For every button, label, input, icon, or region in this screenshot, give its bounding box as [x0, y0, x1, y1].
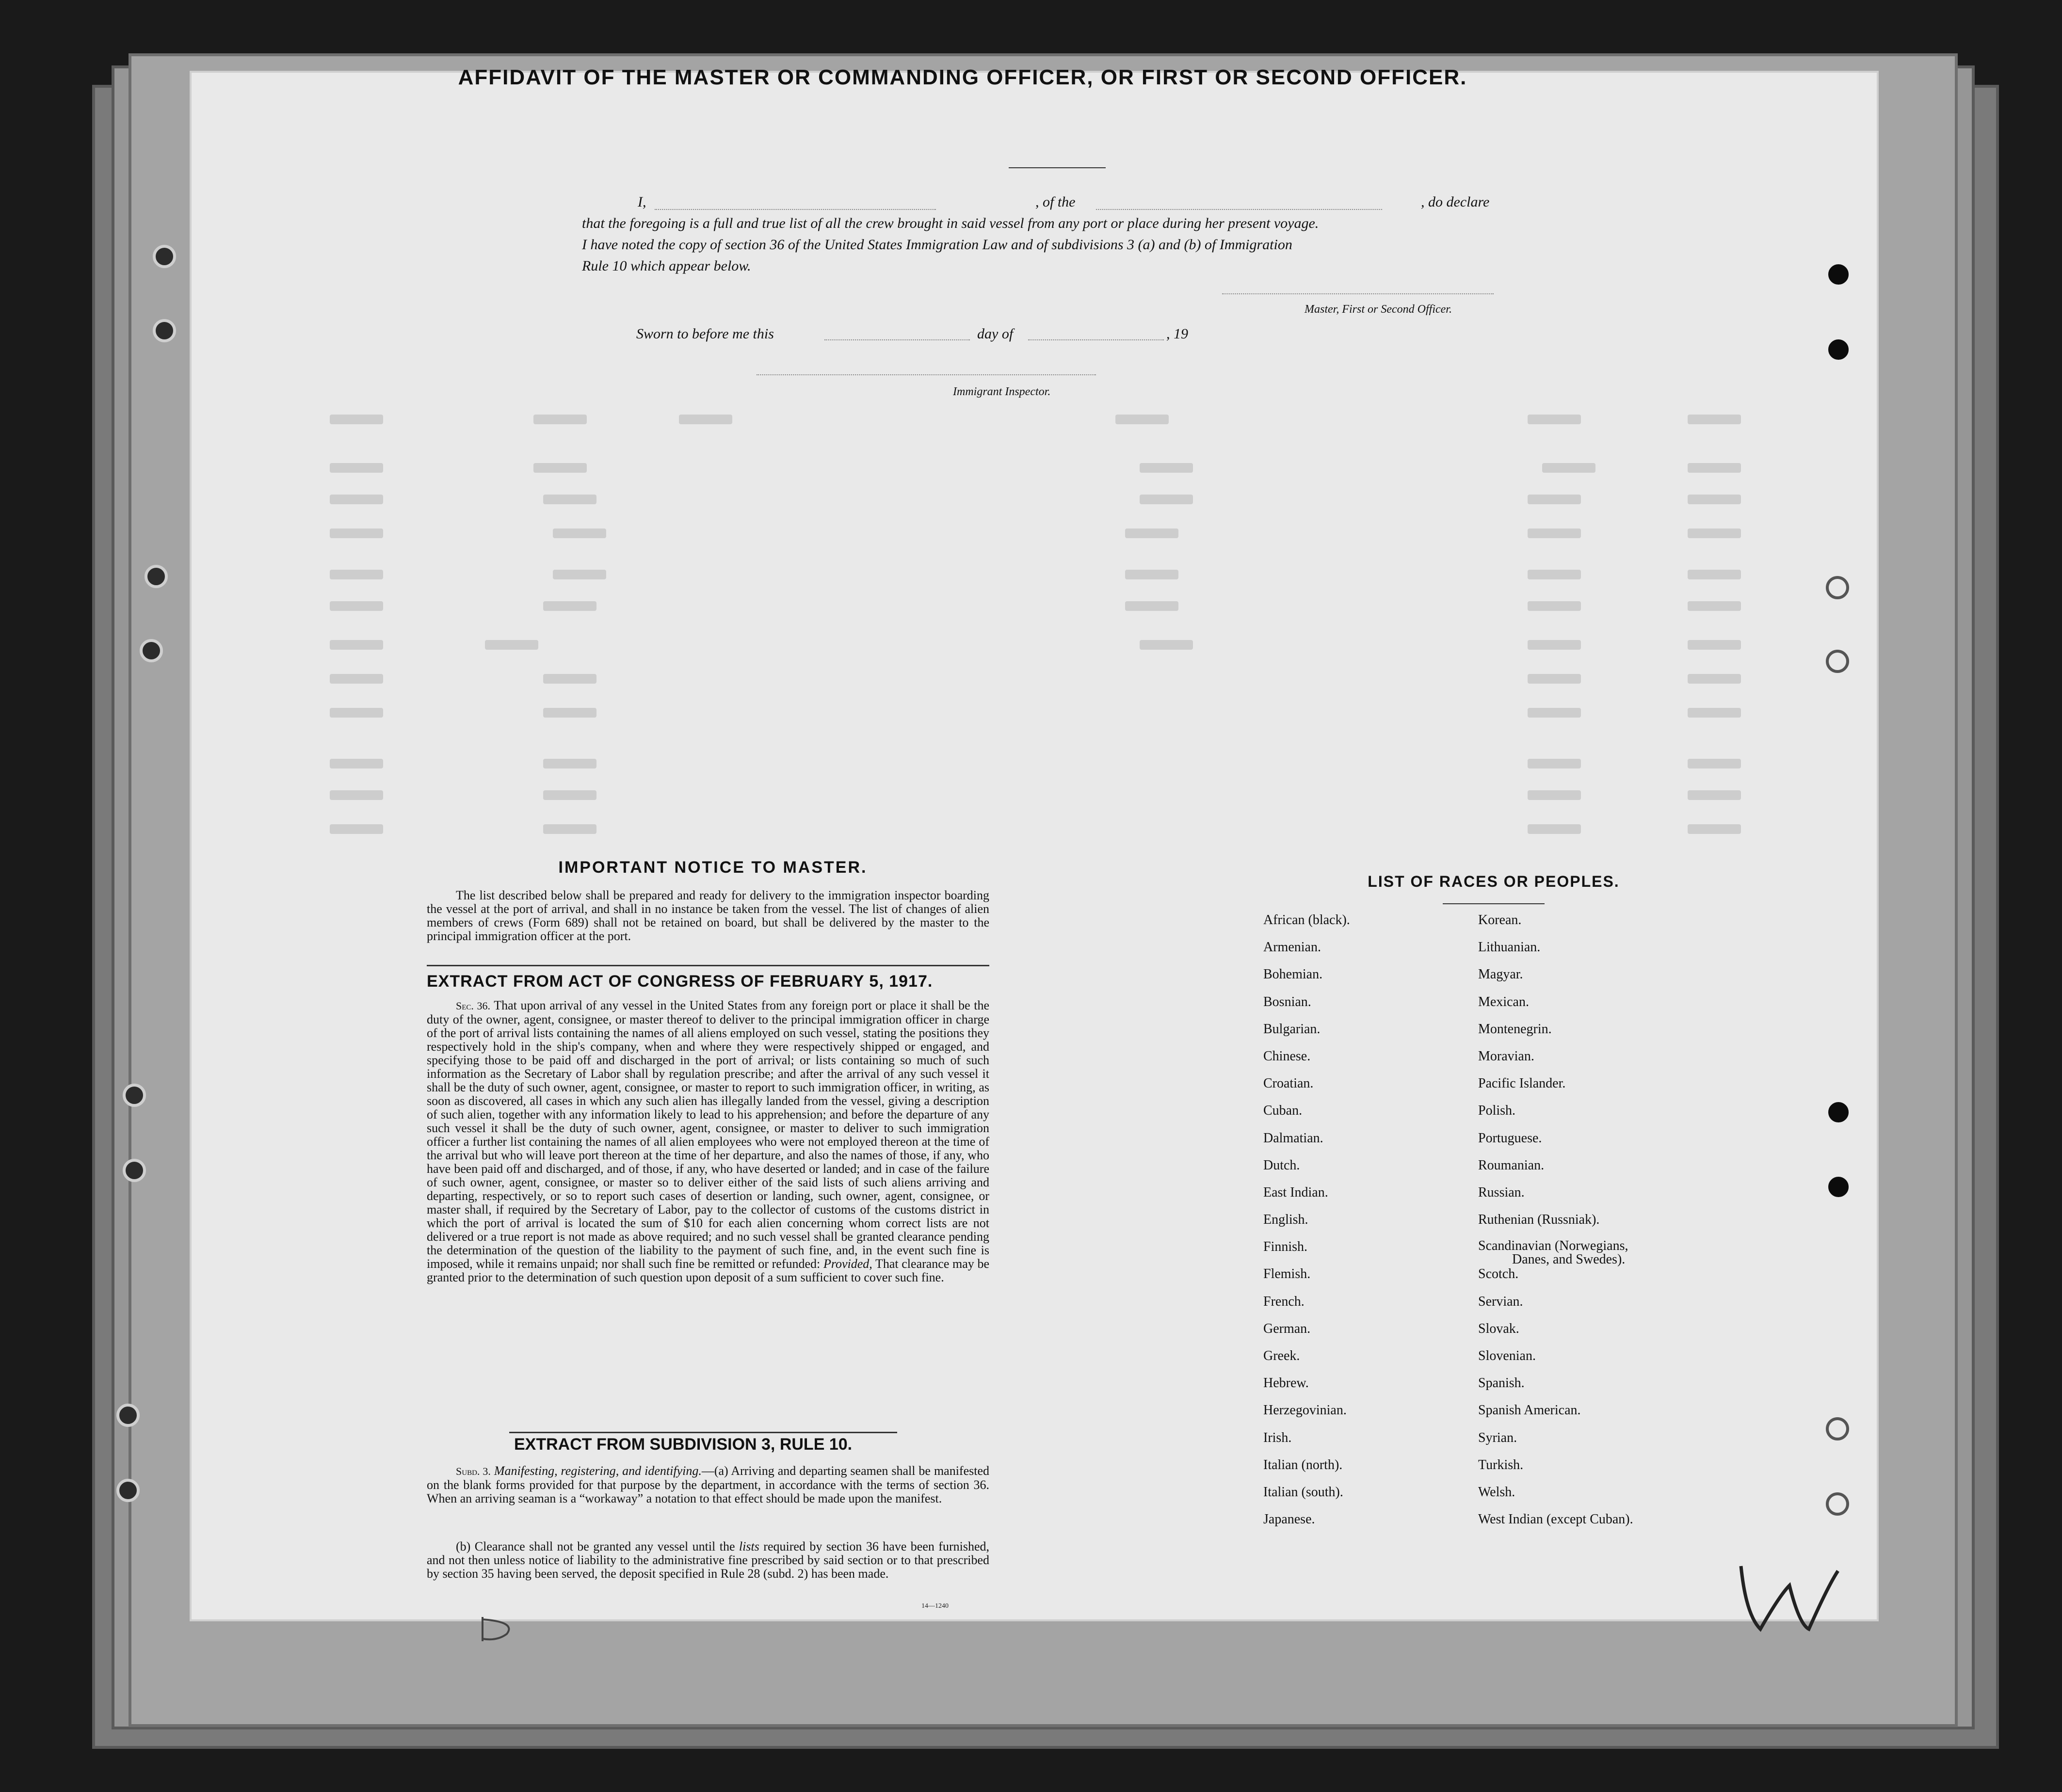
punch-hole	[1828, 339, 1849, 360]
affidavit-title: AFFIDAVIT OF THE MASTER OR COMMANDING OFFICER, OR FIRST OR SECOND OFFICER.	[458, 65, 1467, 89]
race-item: Spanish American.	[1478, 1403, 1581, 1418]
vessel-field[interactable]	[1096, 209, 1382, 210]
race-item: Lithuanian.	[1478, 940, 1541, 955]
race-item: Slovenian.	[1478, 1348, 1536, 1363]
race-item: Montenegrin.	[1478, 1021, 1552, 1037]
race-item: German.	[1263, 1321, 1311, 1336]
race-item: Ruthenian (Russniak).	[1478, 1212, 1600, 1228]
punch-hole	[1826, 1417, 1849, 1440]
races-underline	[1443, 903, 1545, 904]
race-item: Portuguese.	[1478, 1130, 1542, 1146]
section-rule	[509, 1432, 897, 1433]
race-item: Servian.	[1478, 1294, 1523, 1309]
rule-text-b	[427, 1540, 989, 1581]
race-item: English.	[1263, 1212, 1308, 1228]
race-item: Italian (north).	[1263, 1457, 1343, 1472]
officer-signature-field[interactable]	[1222, 293, 1494, 294]
sec-label: Sec. 36.	[456, 1000, 491, 1012]
sworn-day-field[interactable]	[824, 339, 970, 340]
race-item: Finnish.	[1263, 1239, 1308, 1255]
rule-body-a: —(a) Arriving and departing seamen shall be manifested on the blank forms provided for that purpose by the department, in accordance with the terms of section 36. When an arriving seaman is a “workaway” a notation to that effect should be made upon the manifest.	[427, 1464, 990, 1505]
do-declare-label: , do declare	[1421, 194, 1490, 210]
i-label: I,	[638, 194, 646, 210]
pencil-mark	[478, 1612, 536, 1646]
race-item: Armenian.	[1263, 940, 1321, 955]
binder-hole	[145, 565, 168, 588]
binder-hole	[140, 639, 163, 662]
race-item: Scotch.	[1478, 1266, 1519, 1282]
race-item: East Indian.	[1263, 1184, 1328, 1200]
rule-heading: EXTRACT FROM SUBDIVISION 3, RULE 10.	[514, 1435, 853, 1454]
punch-hole	[1828, 1177, 1849, 1197]
race-item: Syrian.	[1478, 1430, 1517, 1445]
sworn-month-field[interactable]	[1028, 339, 1164, 340]
race-item: French.	[1263, 1294, 1305, 1309]
race-item: Welsh.	[1478, 1484, 1515, 1500]
section-rule	[427, 965, 989, 966]
race-item: Turkish.	[1478, 1457, 1524, 1472]
rule-text-a	[427, 1464, 989, 1505]
race-item: Irish.	[1263, 1430, 1292, 1445]
binder-hole	[116, 1479, 140, 1502]
handwritten-mark	[1731, 1556, 1848, 1639]
inspector-label: Immigrant Inspector.	[953, 385, 1051, 398]
race-item: Italian (south).	[1263, 1484, 1343, 1500]
race-item: Greek.	[1263, 1348, 1300, 1363]
notice-text: The list described below shall be prepared and ready for delivery to the immigration inspector boarding the vessel at the port of arrival, and shall in no instance be taken from the vessel. The list of changes of alien members of crews (Form 689) shall not be retained on board, but shall be delivered by the master to the principal immigration officer at the port.	[427, 888, 989, 943]
lists-word: lists	[739, 1539, 759, 1553]
races-right-column	[1478, 912, 1633, 1539]
race-item: Russian.	[1478, 1184, 1525, 1200]
binder-hole	[153, 245, 176, 268]
act-body-end: That clearance may be granted prior to the determination of such question upon deposit of a sum sufficient to cover such fine.	[427, 1257, 990, 1284]
punch-hole	[1826, 1492, 1849, 1516]
punch-hole	[1826, 650, 1849, 673]
of-the-label: , of the	[1035, 194, 1076, 210]
race-item	[1478, 1239, 1633, 1266]
act-body: That upon arrival of any vessel in the United States from any foreign port or place it shall be the duty of the owner, agent, consignee, or master thereof to deliver to the principal immigration officer in charge of the port of arrival lists containing the names of all aliens employed on such vessel, stating the positions they respectively hold in the ship's company, when and where they were respectively shipped or engaged, and specifying those to be paid off and discharged in the port of arrival; or lists containing so much of such information as the Secretary of Labor shall by regulation prescribe; and after the arrival of any such vessel it shall be the duty of such owner, agent, consignee, or master to report to such immigration officer, in writing, as soon as discovered, all cases in which any such alien has illegally landed from the vessel, giving a description of such alien, together with any information likely to lead to his apprehension; and before the departure of any such vessel it shall be the duty of such owner, agent, consignee, or master to deliver to such immigration officer a further list containing the names of all alien employees who were not employed thereon at the time of the arrival but who will leave port thereon at the time of her departure, and also the names of those, if any, who have been paid off and discharged, and of those, if any, who have deserted or landed; and in case of the failure of such owner, agent, consignee, or master so to deliver either of the said lists of such aliens arriving and departing, respectively, or so to report such cases of desertion or landing, such owner, agent, consignee, or master shall, if required by the Secretary of Labor, pay to the collector of customs of the customs district in which the port of arrival is located the sum of $10 for each alien concerning whom correct lists are not delivered or a true report is not made as above required; and no such vessel shall be granted clearance pending the determination of the question of the liability to the payment of such fine, and, in the event such fine is imposed, while it remains unpaid; nor shall such fine be remitted or refunded:	[427, 998, 990, 1271]
race-item: Moravian.	[1478, 1048, 1534, 1064]
act-heading: EXTRACT FROM ACT OF CONGRESS OF FEBRUARY 5, 1917.	[427, 972, 933, 991]
punch-hole	[1828, 1102, 1849, 1122]
inspector-signature-field[interactable]	[757, 374, 1096, 375]
affidavit-line-3: I have noted the copy of section 36 of the United States Immigration Law and of subdivisions 3 (a) and (b) of Immigration	[582, 237, 1292, 253]
race-item: Polish.	[1478, 1103, 1516, 1119]
affidavit-line-4: Rule 10 which appear below.	[582, 258, 751, 274]
race-item: Dalmatian.	[1263, 1130, 1323, 1146]
rule-body-b: required by section 36 have been furnished, and not then unless notice of liability to the administrative fine prescribed by said section or to that prescribed by section 35 having been served, the deposit specified in Rule 28 (subd. 2) has been made.	[427, 1539, 990, 1581]
affidavit-text	[582, 192, 1528, 277]
act-text	[427, 999, 989, 1284]
races-left-column	[1263, 912, 1350, 1539]
day-of-label: day of	[977, 326, 1014, 342]
race-item: Bohemian.	[1263, 967, 1323, 982]
binder-hole	[153, 319, 176, 342]
rule-body-b-prefix: (b) Clearance shall not be granted any vessel until the	[456, 1539, 735, 1553]
binder-hole	[123, 1159, 146, 1182]
punch-hole	[1828, 264, 1849, 285]
race-item: Roumanian.	[1478, 1157, 1545, 1173]
race-item: Korean.	[1478, 912, 1522, 928]
race-item: Pacific Islander.	[1478, 1076, 1566, 1091]
races-title: LIST OF RACES OR PEOPLES.	[1368, 873, 1620, 890]
race-item: Mexican.	[1478, 994, 1529, 1009]
affidavit-line-2: that the foregoing is a full and true list of all the crew brought in said vessel from any port or place during her present voyage.	[582, 215, 1319, 231]
race-item: Flemish.	[1263, 1266, 1311, 1282]
race-item: Cuban.	[1263, 1103, 1303, 1119]
race-item: West Indian (except Cuban).	[1478, 1512, 1633, 1527]
subd-title: Manifesting, registering, and identifying.	[494, 1464, 702, 1478]
race-item: Slovak.	[1478, 1321, 1519, 1336]
binder-hole	[116, 1404, 140, 1427]
binder-hole	[123, 1084, 146, 1107]
name-field[interactable]	[655, 209, 936, 210]
race-item: Herzegovinian.	[1263, 1403, 1347, 1418]
race-item: Hebrew.	[1263, 1376, 1309, 1391]
race-item: Bosnian.	[1263, 994, 1311, 1009]
notice-title: IMPORTANT NOTICE TO MASTER.	[558, 858, 868, 877]
title-underline	[1009, 167, 1106, 168]
race-item: Spanish.	[1478, 1376, 1525, 1391]
race-item: African (black).	[1263, 912, 1350, 928]
race-item: Croatian.	[1263, 1076, 1314, 1091]
race-item: Chinese.	[1263, 1048, 1311, 1064]
sworn-label: Sworn to before me this	[636, 326, 774, 342]
provided-label: Provided,	[823, 1257, 872, 1271]
race-item: Japanese.	[1263, 1512, 1315, 1527]
subd-label: Subd. 3.	[456, 1465, 491, 1477]
form-number: 14—1240	[921, 1602, 949, 1610]
year-label: , 19	[1166, 326, 1188, 342]
officer-signature-label: Master, First or Second Officer.	[1305, 303, 1452, 316]
race-item-line: Scandinavian (Norwegians,	[1478, 1238, 1628, 1254]
race-item: Magyar.	[1478, 967, 1523, 982]
affidavit-line-1	[582, 192, 1528, 213]
race-item: Dutch.	[1263, 1157, 1300, 1173]
race-item: Bulgarian.	[1263, 1021, 1321, 1037]
race-item-line: Danes, and Swedes).	[1512, 1252, 1626, 1267]
punch-hole	[1826, 576, 1849, 599]
